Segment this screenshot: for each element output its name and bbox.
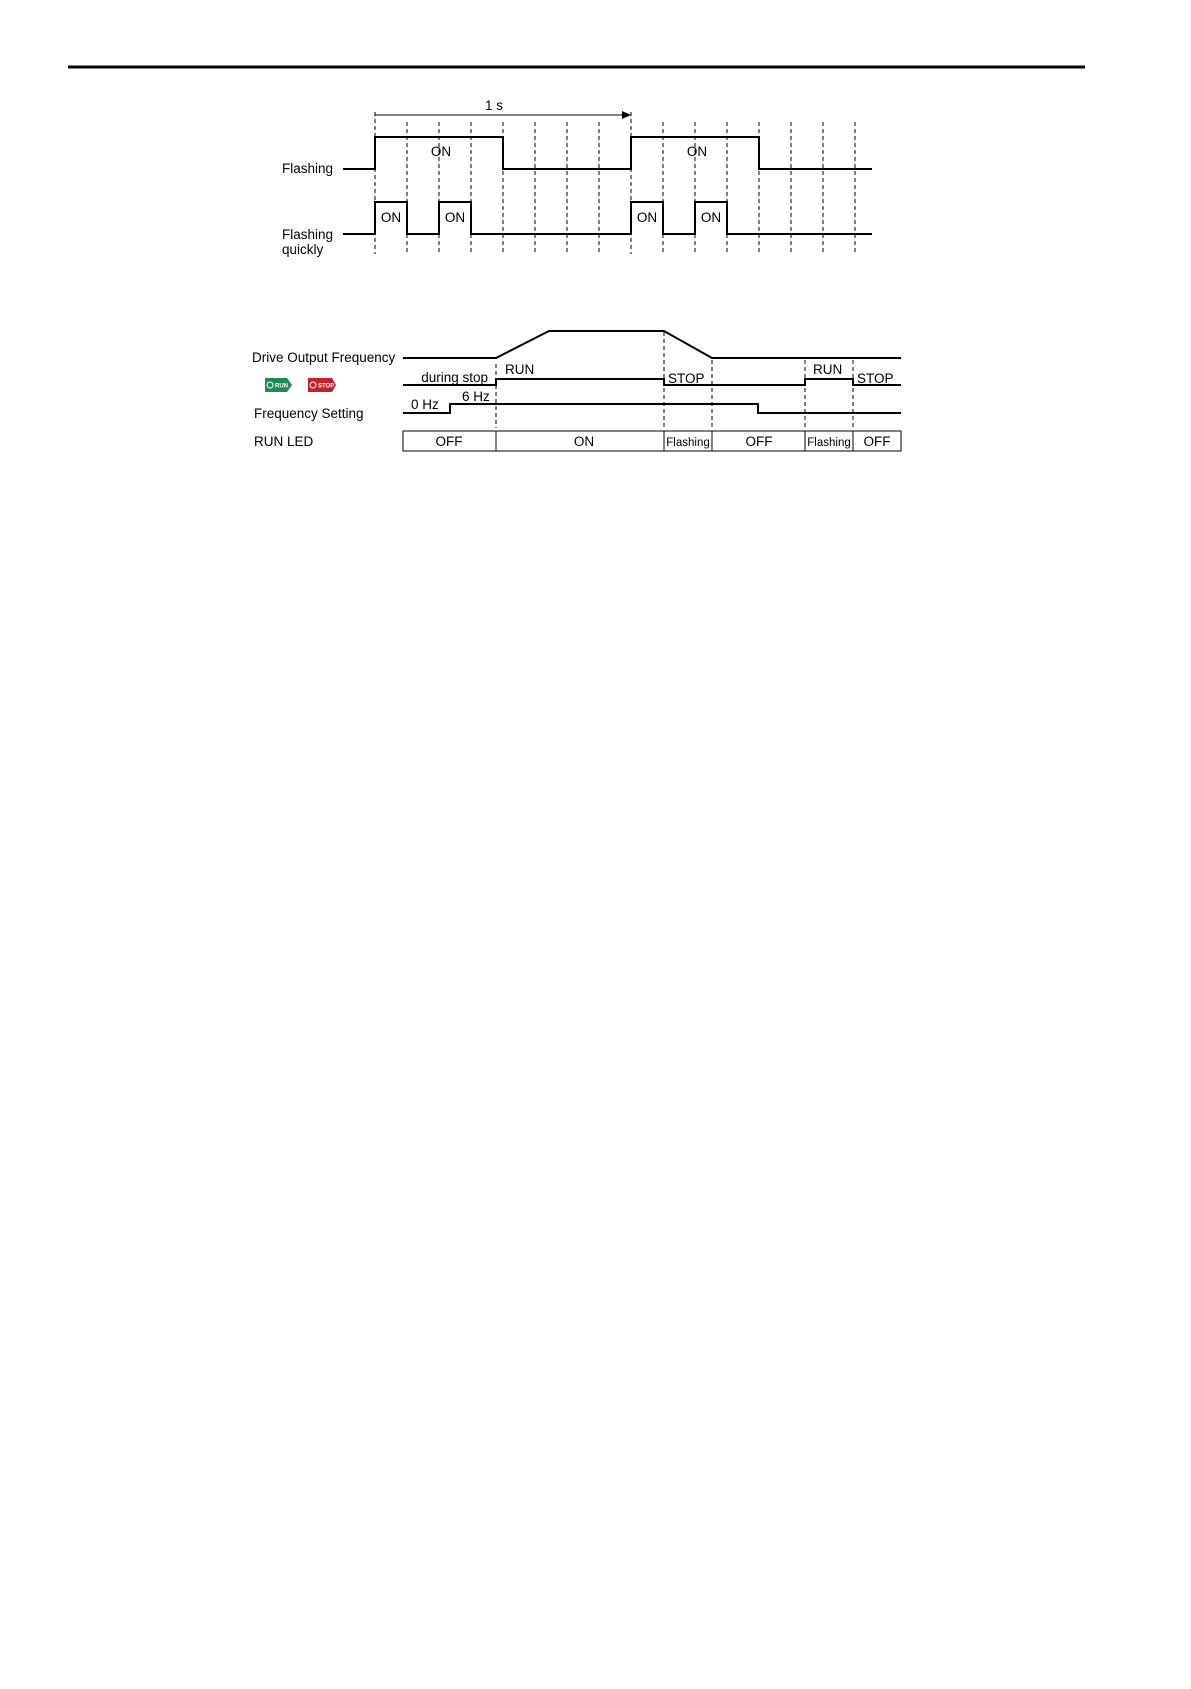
stop-state-label: STOP: [668, 371, 705, 386]
during-stop-label: during stop: [421, 370, 488, 385]
flashing-timing-diagram: [282, 98, 872, 257]
flashing-quickly-waveform: [343, 202, 872, 234]
period-arrow-head: [622, 111, 631, 119]
frequency-setting-waveform: [403, 404, 901, 413]
run-led-state: OFF: [745, 434, 773, 449]
run-led-state: ON: [573, 434, 595, 449]
stop-key: [308, 378, 336, 392]
run-led-status-diagram: [252, 331, 901, 451]
run-led-state: Flashing: [666, 437, 710, 449]
run-led-state: OFF: [863, 434, 891, 449]
run-led-state: OFF: [435, 434, 463, 449]
run-key-text: RUN: [275, 383, 288, 390]
timing-grid: [375, 112, 855, 254]
flashing-on-label: ON: [686, 144, 708, 159]
flashing-on-label: ON: [430, 144, 452, 159]
drive-output-frequency-waveform: [403, 331, 901, 358]
flashing-label: Flashing: [282, 161, 334, 176]
frequency-setting-label: Frequency Setting: [254, 406, 364, 421]
frequency-high-label: 6 Hz: [462, 389, 490, 404]
stop-state-label: STOP: [857, 371, 894, 386]
run-led-state-table: [403, 431, 901, 451]
frequency-low-label: 0 Hz: [411, 397, 439, 412]
flashing-quickly-label-line2: quickly: [282, 242, 324, 257]
run-key: [265, 378, 292, 392]
stop-key-text: STOP: [318, 383, 335, 390]
run-led-label: RUN LED: [254, 434, 314, 449]
flashing-quickly-on-label: ON: [700, 210, 722, 225]
period-label: 1 s: [484, 98, 504, 113]
flashing-quickly-on-label: ON: [380, 210, 402, 225]
drive-output-frequency-label: Drive Output Frequency: [252, 350, 396, 365]
run-state-label: RUN: [505, 362, 535, 377]
run-led-state: Flashing: [807, 437, 851, 449]
run-state-label: RUN: [813, 362, 843, 377]
flashing-quickly-on-label: ON: [636, 210, 658, 225]
flashing-quickly-label-line1: Flashing: [282, 227, 334, 242]
flashing-waveform: [343, 137, 872, 169]
flashing-quickly-on-label: ON: [444, 210, 466, 225]
